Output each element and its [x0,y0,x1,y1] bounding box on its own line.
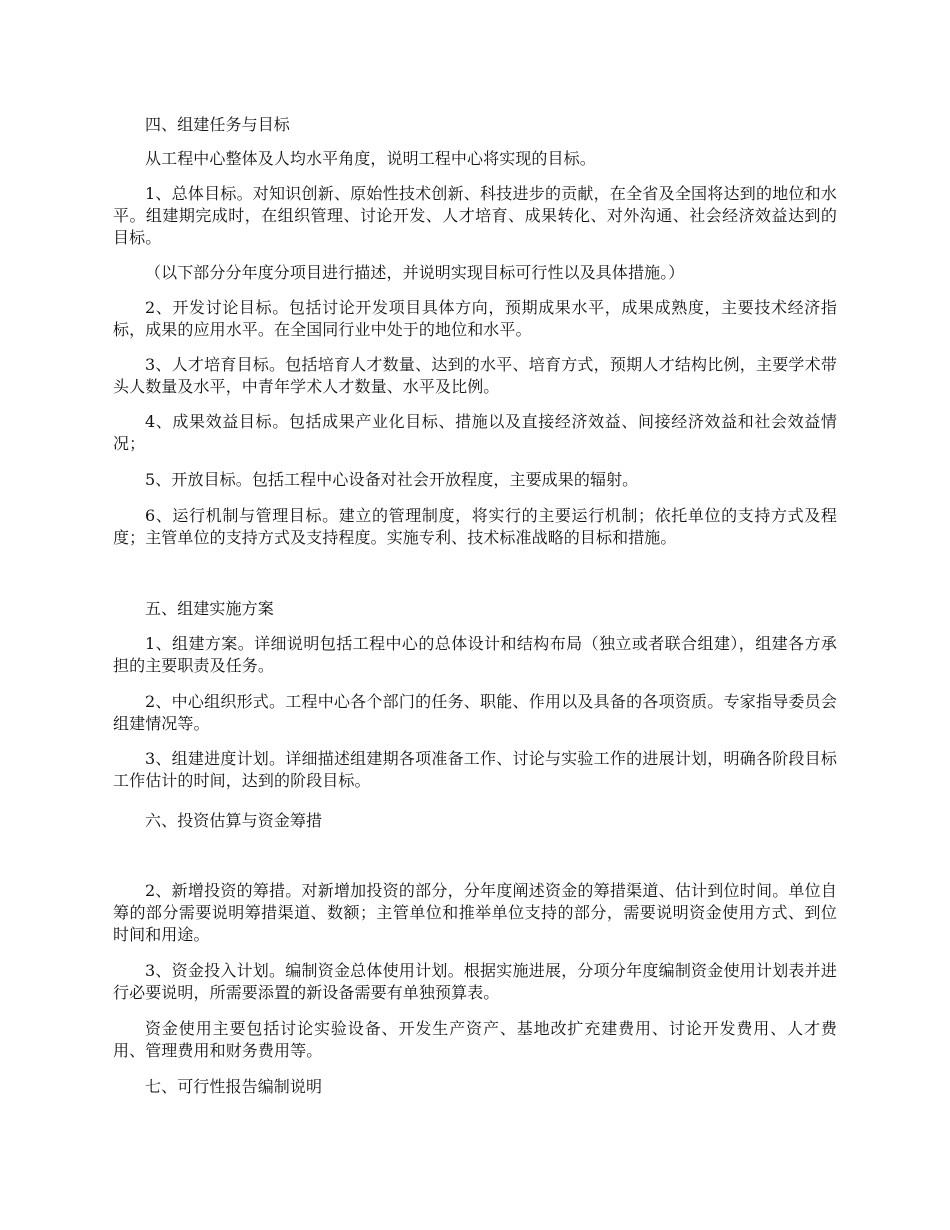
paragraph: 5、开放目标。包括工程中心设备对社会开放程度，主要成果的辐射。 [145,470,639,489]
paragraph: 1、组建方案。详细说明包括工程中心的总体设计和结构布局（独立或者联合组建），组建各方承担的主要职责及任务。 [113,634,837,675]
section-heading-4: 四、组建任务与目标 [145,115,290,134]
paragraph: 资金使用主要包括讨论实验设备、开发生产资产、基地改扩充建费用、讨论开发费用、人才费用、管理费用和财务费用等。 [113,1019,837,1060]
paragraph: 2、开发讨论目标。包括讨论开发项目具体方向，预期成果水平，成果成熟度，主要技术经济指标，成果的应用水平。在全国同行业中处于的地位和水平。 [113,298,837,339]
paragraph: 2、中心组织形式。工程中心各个部门的任务、职能、作用以及具备的各项资质。专家指导委员会组建情况等。 [113,692,837,733]
paragraph: 2、新增投资的筹措。对新增加投资的部分，分年度阐述资金的筹措渠道、估计到位时间。单位自筹的部分需要说明筹措渠道、数额；主管单位和推举单位支持的部分，需要说明资金使用方式、到位时间和用途。 [113,881,837,944]
paragraph: 4、成果效益目标。包括成果产业化目标、措施以及直接经济效益、间接经济效益和社会效益情况； [113,412,837,453]
paragraph: 3、组建进度计划。详细描述组建期各项准备工作、讨论与实验工作的进展计划，明确各阶段目标工作估计的时间，达到的阶段目标。 [113,749,837,790]
paragraph: （以下部分分年度分项目进行描述，并说明实现目标可行性以及具体措施。） [145,263,685,282]
paragraph: 从工程中心整体及人均水平角度，说明工程中心将实现的目标。 [145,149,596,168]
section-heading-7: 七、可行性报告编制说明 [145,1077,323,1096]
paragraph: 3、资金投入计划。编制资金总体使用计划。根据实施进展，分项分年度编制资金使用计划表并进行必要说明，所需要添置的新设备需要有单独预算表。 [113,961,837,1002]
paragraph: 3、人才培育目标。包括培育人才数量、达到的水平、培育方式，预期人才结构比例，主要学术带头人数量及水平，中青年学术人才数量、水平及比例。 [113,355,837,396]
paragraph: 1、总体目标。对知识创新、原始性技术创新、科技进步的贡献，在全省及全国将达到的地位和水平。组建期完成时，在组织管理、讨论开发、人才培育、成果转化、对外沟通、社会经济效益达到的目标。 [113,184,837,247]
section-heading-6: 六、投资估算与资金筹措 [145,811,323,830]
paragraph: 6、运行机制与管理目标。建立的管理制度，将实行的主要运行机制；依托单位的支持方式及程度；主管单位的支持方式及支持程度。实施专利、技术标准战略的目标和措施。 [113,506,837,547]
section-heading-5: 五、组建实施方案 [145,599,274,618]
